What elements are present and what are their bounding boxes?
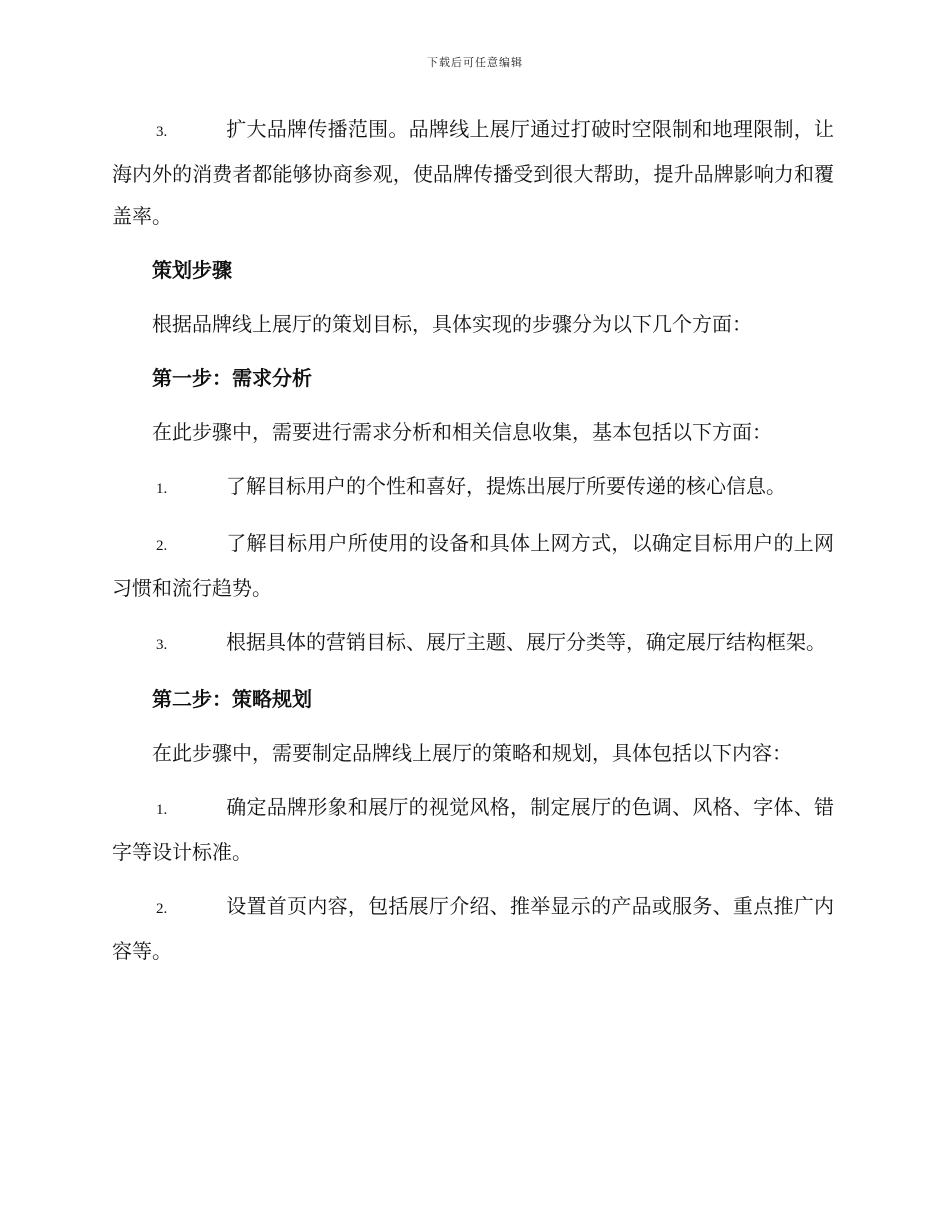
list-number: 2. bbox=[156, 538, 168, 554]
list-item-text: 了解目标用户的个性和喜好，提炼出展厅所要传递的核心信息。 bbox=[226, 474, 786, 498]
list-number: 3. bbox=[156, 124, 168, 140]
list-number: 1. bbox=[156, 802, 168, 818]
section-heading-step-one: 第一步：需求分析 bbox=[152, 366, 312, 390]
list-item-text: 设置首页内容，包括展厅介绍、推举显示的产品或服务、重点推广内容等。 bbox=[112, 894, 834, 963]
document-body bbox=[112, 108, 834, 984]
header-note: 下载后可任意编辑 bbox=[427, 56, 523, 69]
list-item-text: 了解目标用户所使用的设备和具体上网方式，以确定目标用户的上网习惯和流行趋势。 bbox=[112, 531, 834, 600]
list-item-text: 根据具体的营销目标、展厅主题、展厅分类等，确定展厅结构框架。 bbox=[226, 630, 826, 654]
list-item bbox=[112, 108, 834, 237]
list-item bbox=[112, 522, 834, 609]
paragraph: 根据品牌线上展厅的策划目标，具体实现的步骤分为以下几个方面： bbox=[152, 312, 752, 336]
list-number: 1. bbox=[156, 481, 168, 497]
section-heading-step-two: 第二步：策略规划 bbox=[152, 687, 312, 711]
list-number: 3. bbox=[156, 637, 168, 653]
list-item bbox=[112, 465, 834, 510]
section-heading-planning-steps: 策划步骤 bbox=[152, 258, 232, 282]
list-item-text: 扩大品牌传播范围。品牌线上展厅通过打破时空限制和地理限制，让海内外的消费者都能够协商参观，使品牌传播受到很大帮助，提升品牌影响力和覆盖率。 bbox=[112, 117, 834, 228]
list-number: 2. bbox=[156, 901, 168, 917]
list-item bbox=[112, 621, 834, 666]
list-item bbox=[112, 885, 834, 972]
list-item-text: 确定品牌形象和展厅的视觉风格，制定展厅的色调、风格、字体、错字等设计标准。 bbox=[112, 795, 834, 864]
list-item bbox=[112, 786, 834, 873]
paragraph: 在此步骤中，需要制定品牌线上展厅的策略和规划，具体包括以下内容： bbox=[152, 741, 792, 765]
paragraph: 在此步骤中，需要进行需求分析和相关信息收集，基本包括以下方面： bbox=[152, 420, 772, 444]
